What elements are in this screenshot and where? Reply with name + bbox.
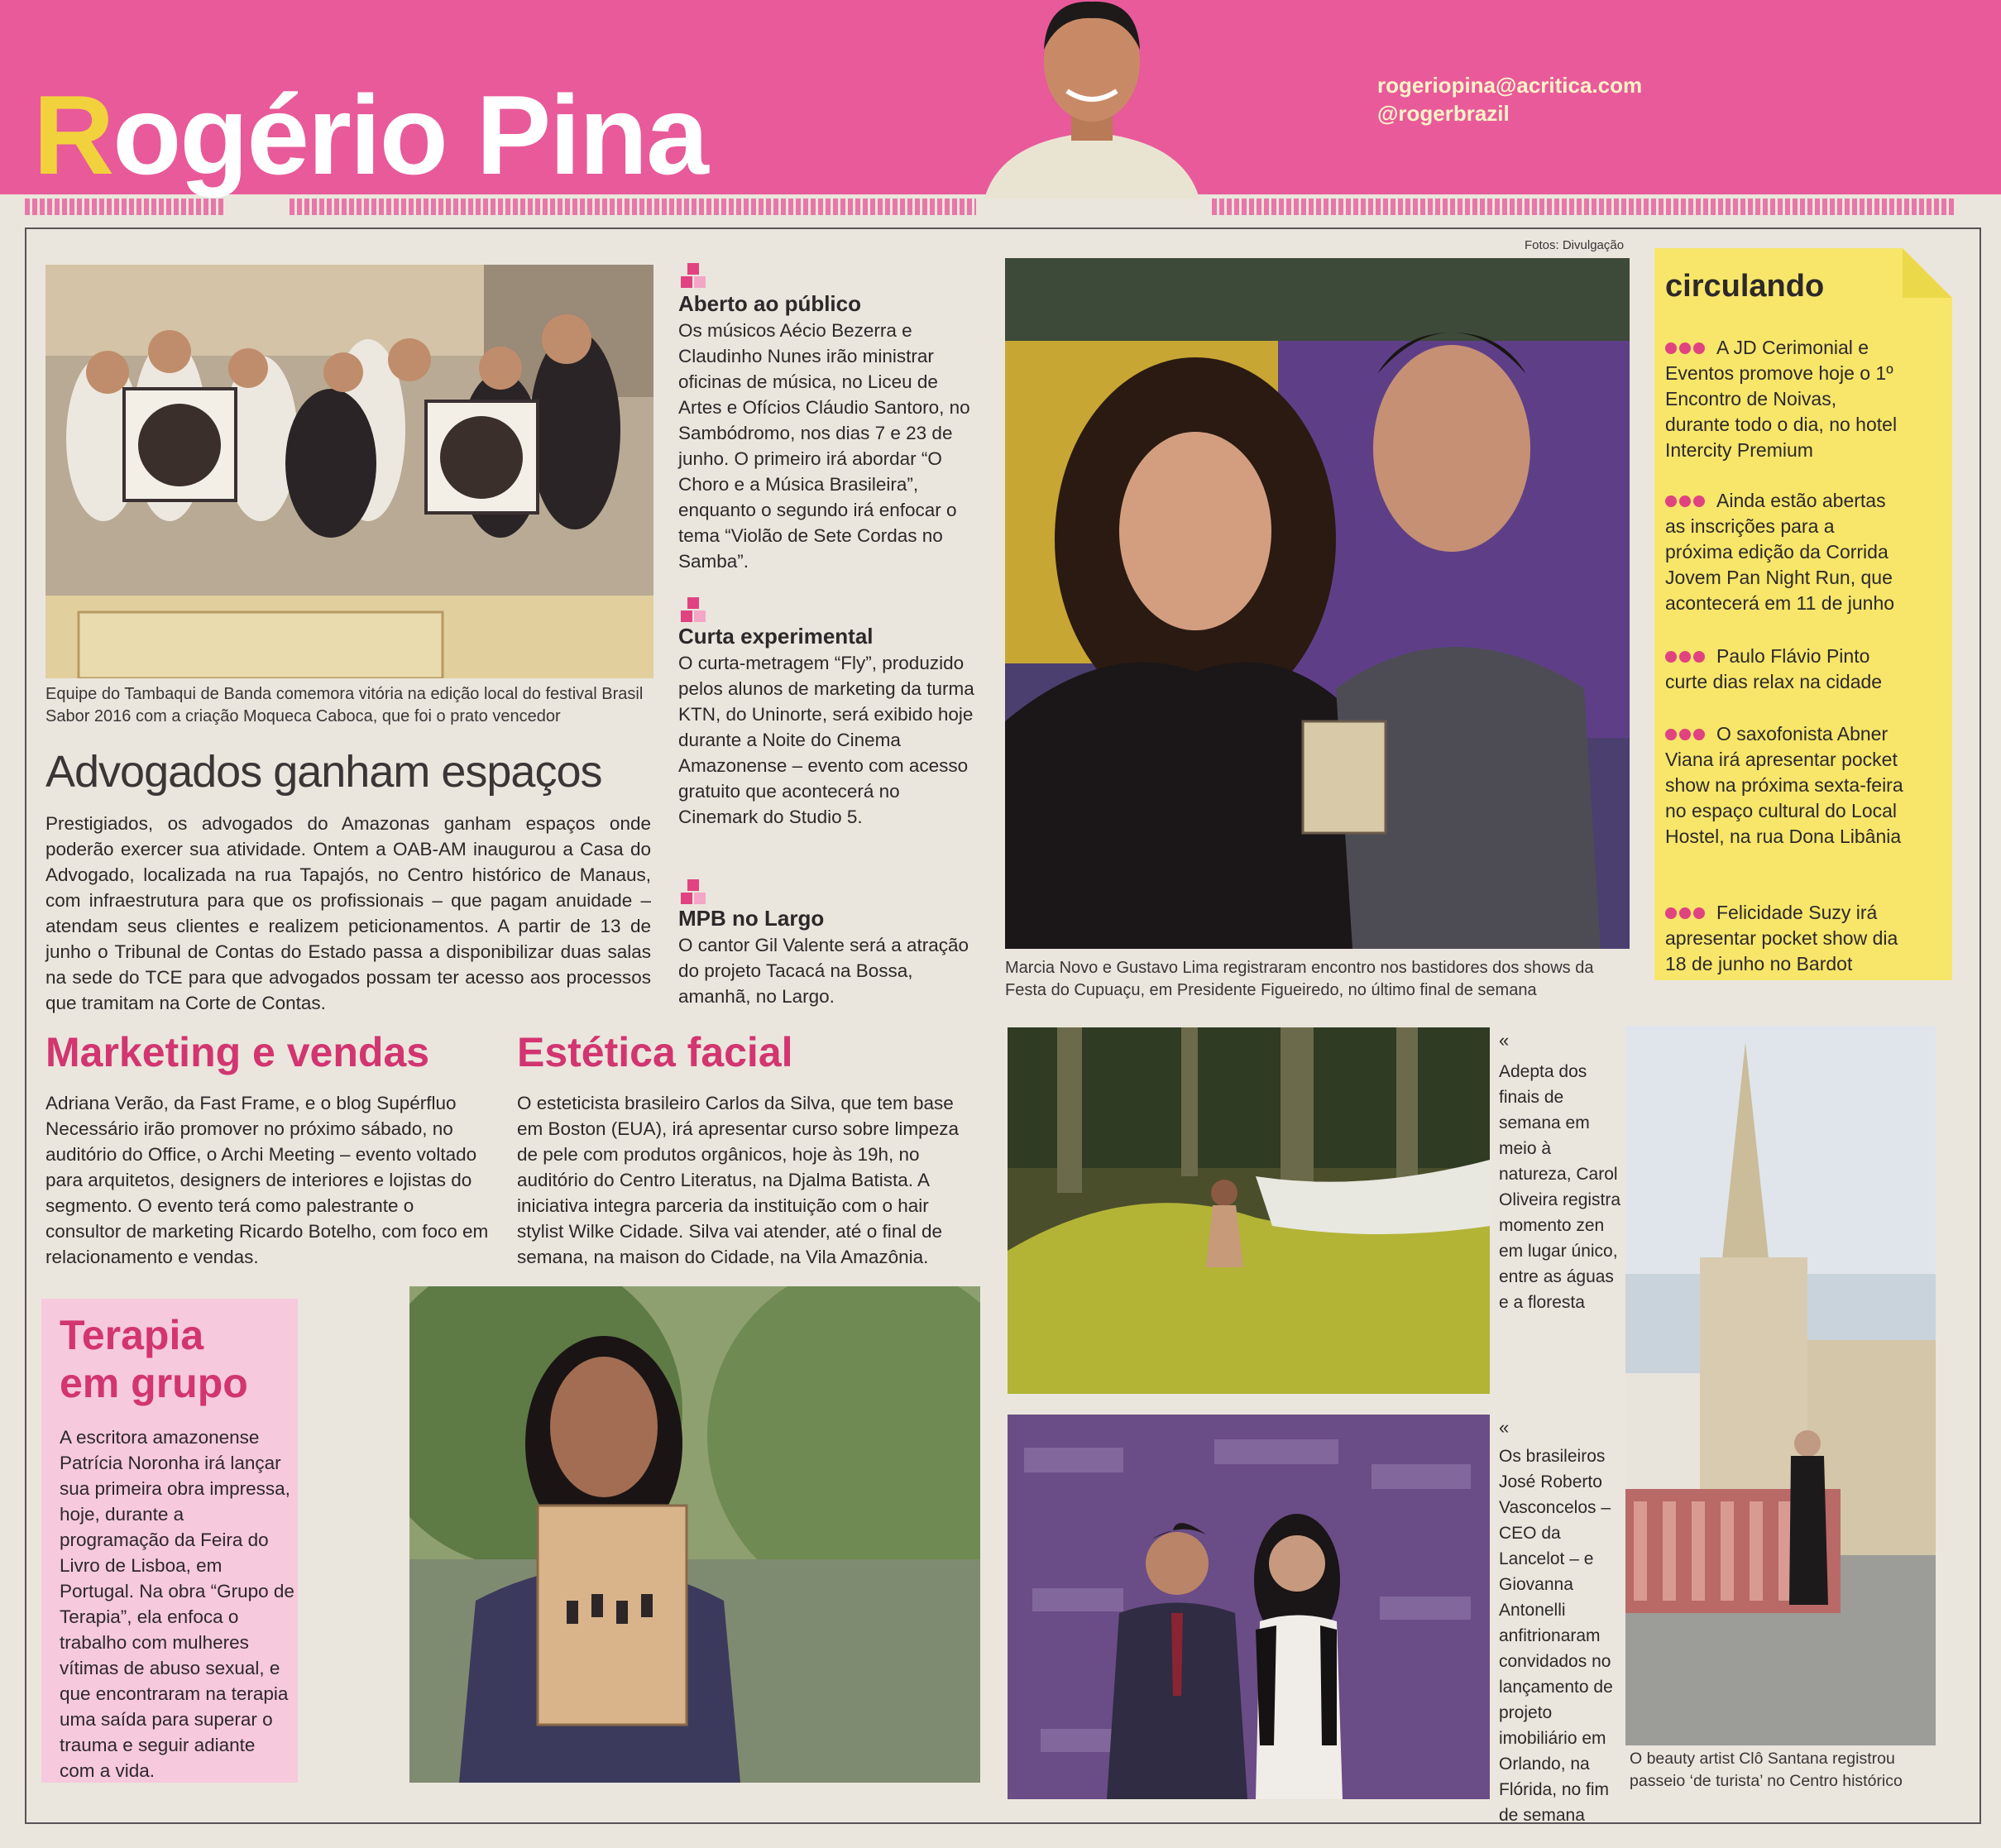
title-rest: ogério Pina	[112, 72, 707, 198]
photo-patricia-noronha	[409, 1286, 980, 1783]
columnist-email[interactable]: rogeriopina@acritica.com	[1377, 73, 1643, 98]
bullet-dots-icon	[1665, 488, 1710, 500]
circulando-item	[1665, 335, 1905, 463]
headline-marketing: Marketing e vendas	[45, 1029, 430, 1075]
photo-tambaqui-team	[45, 265, 653, 678]
brief-body-1: Os músicos Aécio Bezerra e Claudinho Nunes irão ministrar oficinas de música, no Liceu de Artes e Ofícios Cláudio Santoro, no Sambódromo, nos dias 7 e 23 de junho. O primeiro irá abordar “O Choro e a Música Brasileira”, enquanto o segundo irá enfocar o tema “Violão de Sete Cordas no Samba”.	[678, 320, 970, 572]
caption-tambaqui: Equipe do Tambaqui de Banda comemora vitória na edição local do festival Brasil Sabor 2016 com a criação Moqueca Caboca, que foi o prato vencedor	[45, 685, 644, 725]
circulando-item-text: Felicidade Suzy irá apresentar pocket show dia 18 de junho no Bardot	[1665, 902, 1898, 974]
circulando-item-text: A JD Cerimonial e Eventos promove hoje o 1º Encontro de Noivas, durante todo o dia, no hotel Intercity Premium	[1665, 337, 1898, 461]
article-marketing: Adriana Verão, da Fast Frame, e o blog Supérfluo Necessário irão promover no próximo sábado, no auditório do Office, o Archi Meeting – evento voltado para arquitetos, designers de interiores e lojistas do segmento. O evento terá como palestrante o consultor de marketing Ricardo Botelho, com foco em relacionamento e vendas.	[45, 1093, 489, 1267]
page-curl-icon	[1903, 248, 1952, 298]
bullet-icon	[681, 263, 706, 288]
bullet-icon	[681, 597, 706, 622]
article-advogados: Prestigiados, os advogados do Amazonas ganham espaços onde poderão exercer sua atividade. Ontem a OAB-AM inaugurou a Casa do Advogado, localizada na rua Tapajós, no Centro histórico de Manaus, com infraestrutura para que os profissionais – que pagam anuidade – atendam seus clientes e realizem peticionamentos. A partir de 13 de junho o Tribunal de Contas do Estado passa a disponibilizar duas salas na sede do TCE para que advogados possam ter acesso aos processos que tramitam na Corte de Contas.	[45, 813, 651, 1013]
brief-body-2: O curta-metragem “Fly”, produzido pelos alunos de marketing da turma KTN, do Uninorte, será exibido hoje durante a Noite do Cinema Amazonense – evento com acesso gratuito que acontecerá no Cinemark do Studio 5.	[678, 653, 974, 827]
chevron-left-icon: «	[1499, 1030, 1510, 1051]
bullet-dots-icon	[1665, 335, 1710, 347]
brief-title-2: Curta experimental	[678, 624, 874, 649]
caption-carol-oliveira: Adepta dos finais de semana em meio à natureza, Carol Oliveira registra momento zen em lugar único, entre as águas e a floresta	[1499, 1062, 1621, 1312]
headline-terapia-line2: em grupo	[60, 1360, 248, 1406]
caption-lancelot: Os brasileiros José Roberto Vasconcelos – CEO da Lancelot – e Giovanna Antonelli anfitrionaram convidados no lançamento de projeto imobiliário em Orlando, na Flórida, no fim de semana	[1499, 1447, 1613, 1825]
chevron-left-icon: «	[1499, 1417, 1510, 1438]
circulando-title: circulando	[1665, 269, 1825, 304]
columnist-handle[interactable]: @rogerbrazil	[1377, 101, 1510, 126]
brief-title-1: Aberto ao público	[678, 291, 861, 316]
caption-clo-santana: O beauty artist Clô Santana registrou passeio ‘de turista’ no Centro histórico	[1630, 1750, 1903, 1790]
masthead-pattern-left	[25, 199, 223, 215]
circulando-item-text: O saxofonista Abner Viana irá apresentar pocket show na próxima sexta-feira no espaço cultural do Local Hostel, na rua Dona Libânia	[1665, 723, 1903, 847]
article-estetica: O esteticista brasileiro Carlos da Silva, que tem base em Boston (EUA), irá apresentar curso sobre limpeza de pele com produtos orgânicos, hoje às 19h, no auditório do Centro Literatus, na Djalma Batista. A iniciativa integra parceria da instituição com o hair stylist Wilke Cidade. Silva vai atender, até o final de semana, na maison do Cidade, na Vila Amazônia.	[517, 1093, 959, 1267]
title-initial: R	[33, 72, 113, 198]
photo-carol-oliveira	[1008, 1027, 1490, 1394]
brief-body-3: O cantor Gil Valente será a atração do projeto Tacacá na Bossa, amanhã, no Largo.	[678, 935, 969, 1007]
circulando-item-text: Paulo Flávio Pinto curte dias relax na cidade	[1665, 645, 1883, 692]
circulando-item	[1665, 488, 1905, 616]
photo-credit: Fotos: Divulgação	[1525, 238, 1625, 252]
photo-lancelot-event	[1008, 1415, 1490, 1799]
photo-clo-santana	[1625, 1026, 1936, 1745]
brief-title-3: MPB no Largo	[678, 906, 825, 931]
photo-marcia-gustavo	[1005, 258, 1630, 949]
circulando-item	[1665, 721, 1905, 850]
caption-marcia-gustavo: Marcia Novo e Gustavo Lima registraram encontro nos bastidores dos shows da Festa do Cupuaçu, em Presidente Figueiredo, no último final de semana	[1005, 959, 1594, 999]
bullet-dots-icon	[1665, 644, 1710, 655]
page-title	[33, 72, 707, 198]
circulando-item	[1665, 644, 1905, 695]
masthead-pattern-right	[1212, 199, 1956, 215]
article-terapia: A escritora amazonense Patrícia Noronha irá lançar sua primeira obra impressa, hoje, durante a programação da Feira do Livro de Lisboa, em Portugal. Na obra “Grupo de Terapia”, ela enfoca o trabalho com mulheres vítimas de abuso sexual, e que encontraram na terapia uma saída para superar o trauma e seguir adiante com a vida.	[60, 1427, 294, 1781]
masthead-pattern-middle	[290, 199, 976, 215]
circulando-item	[1665, 900, 1905, 977]
headline-terapia-line1: Terapia	[60, 1312, 204, 1358]
bullet-icon	[681, 879, 706, 904]
circulando-item-text: Ainda estão abertas as inscrições para a próxima edição da Corrida Jovem Pan Night Run, que acontecerá em 11 de junho	[1665, 490, 1895, 614]
columnist-portrait	[968, 0, 1216, 199]
bullet-dots-icon	[1665, 900, 1710, 912]
bullet-dots-icon	[1665, 721, 1710, 733]
headline-advogados: Advogados ganham espaços	[45, 747, 602, 797]
headline-estetica: Estética facial	[517, 1029, 793, 1075]
